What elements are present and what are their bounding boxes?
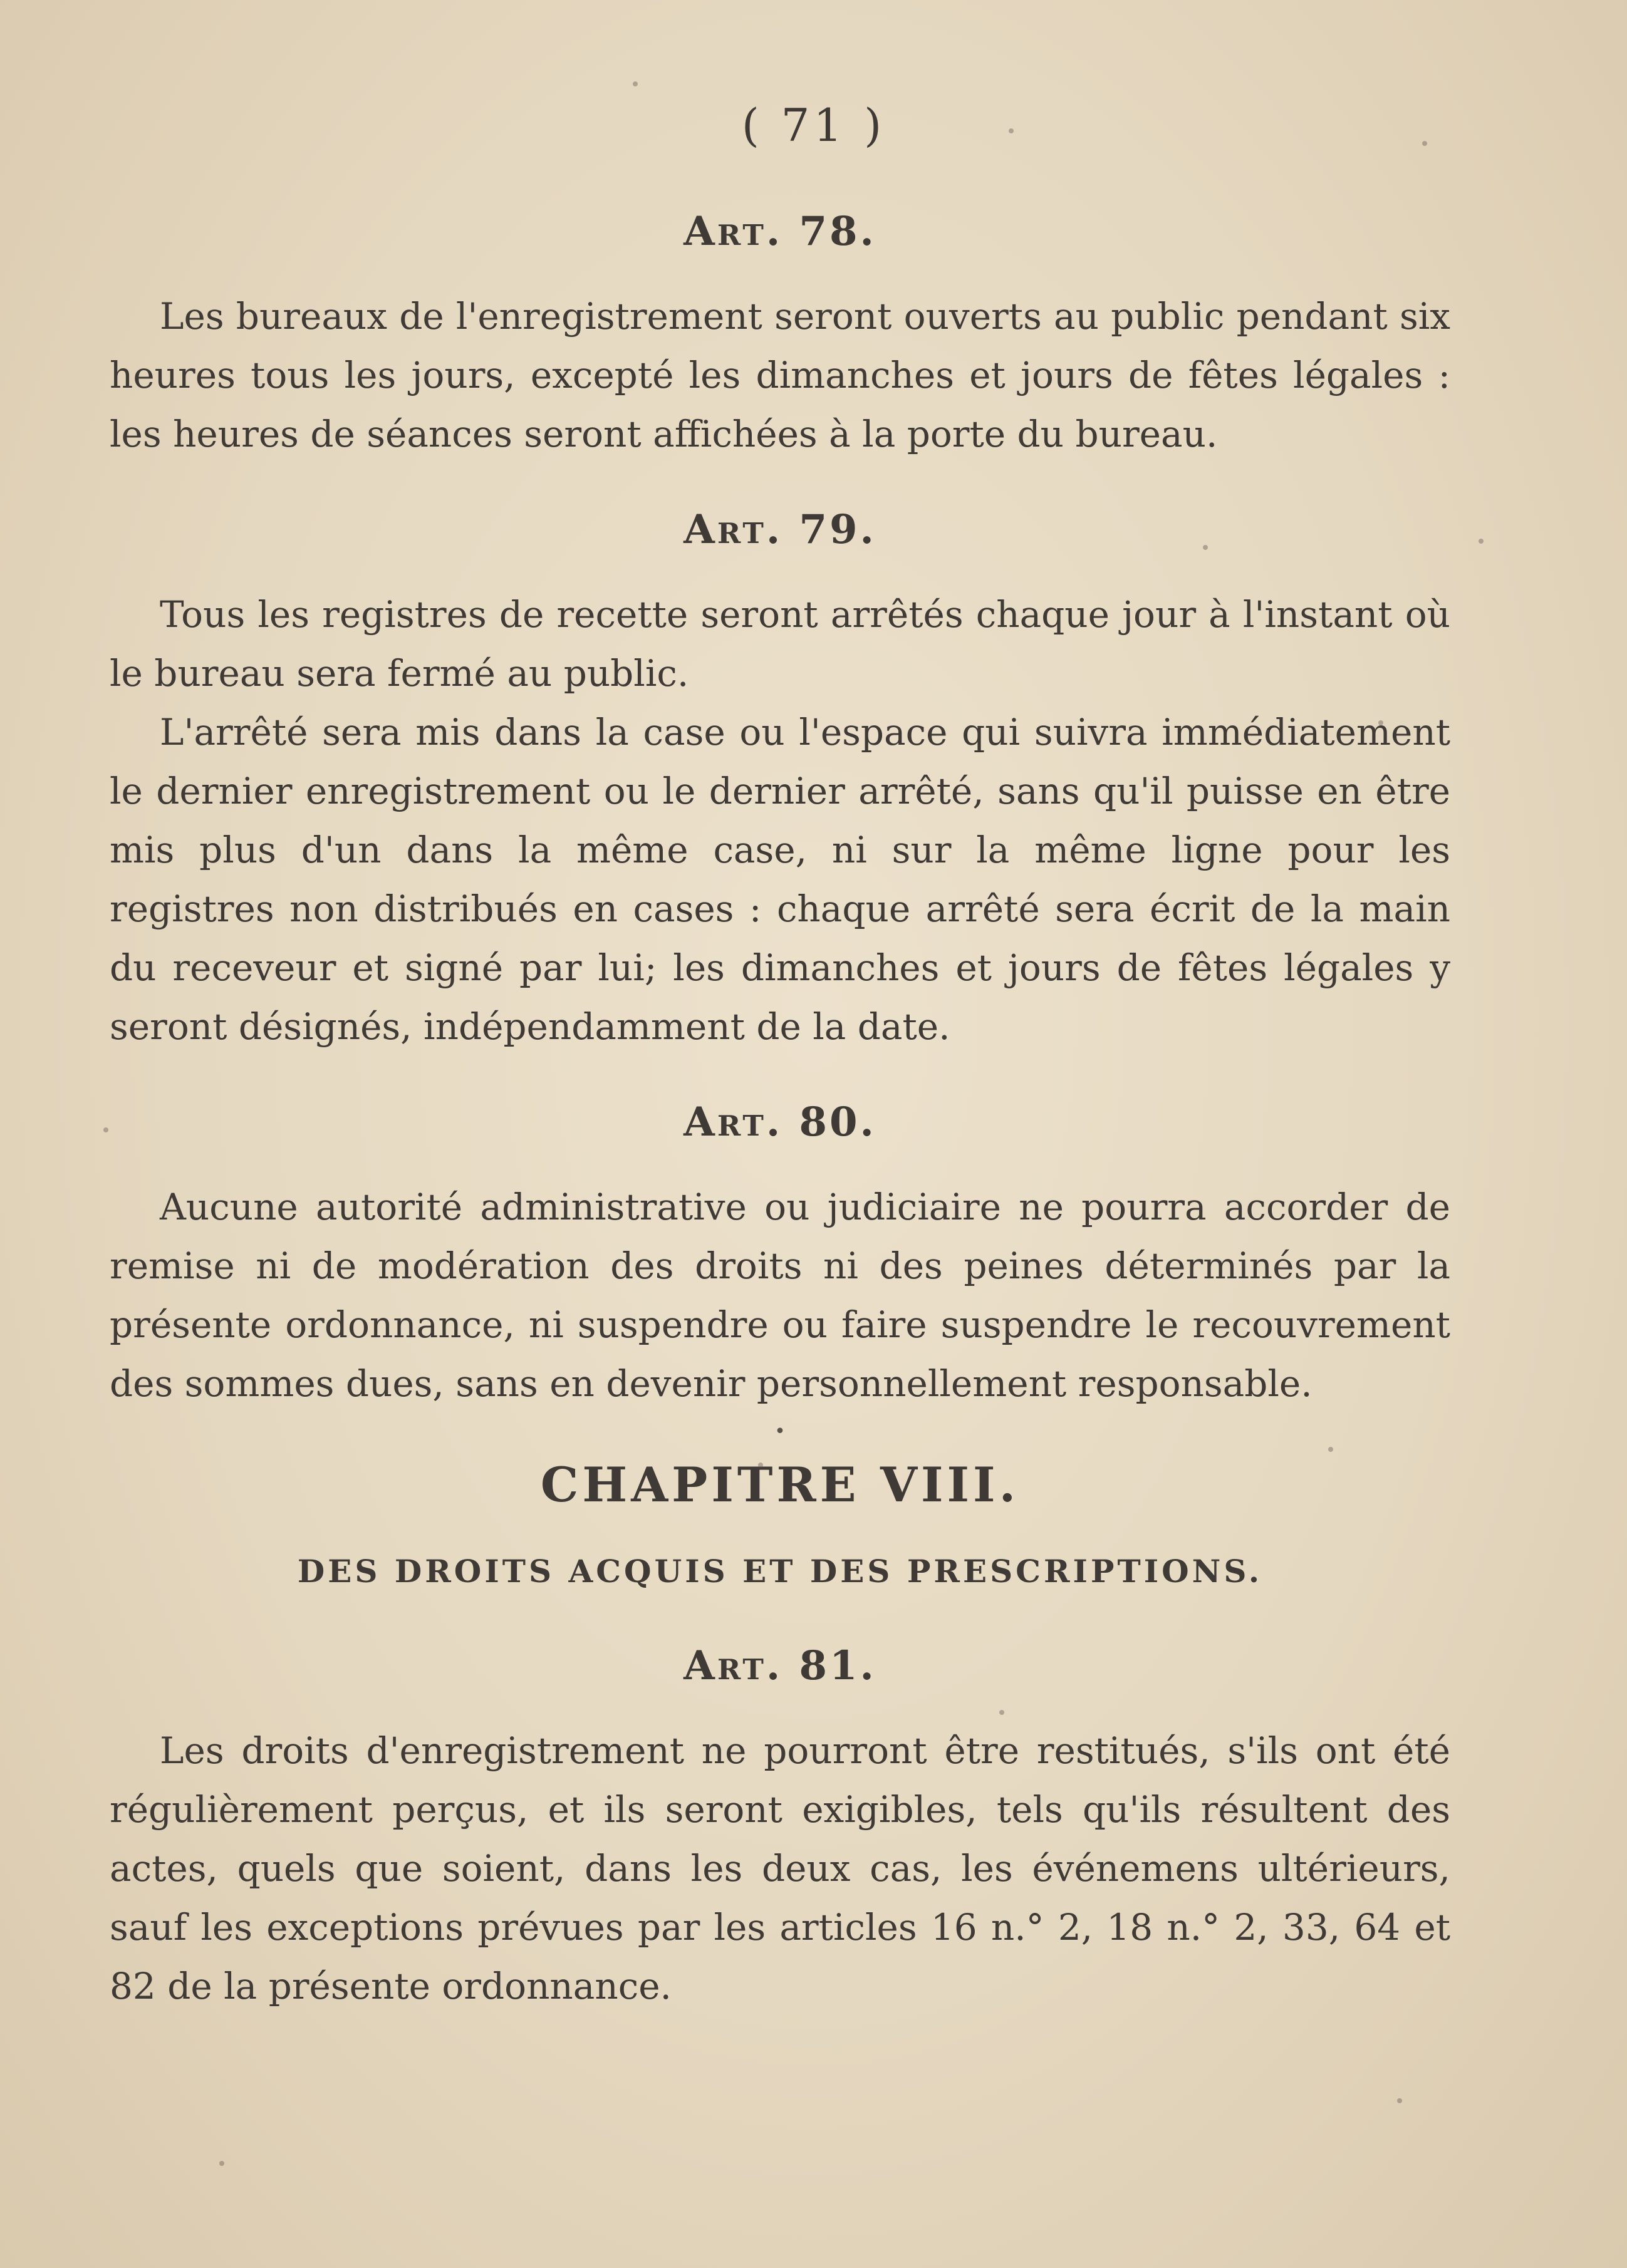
paper-speck bbox=[633, 81, 638, 86]
article-81-paragraph-1: Les droits d'enregistrement ne pourront être restitués, s'ils ont été régulièrement perçus, et ils seront exigibles, tels qu'ils résultent des actes, quels que soient, dans les deux cas, les événemens ultérieurs, sauf les exceptions prévues par les articles 16 n.° 2, 18 n.° 2, 33, 64 et 82 de la présente ordonnance. bbox=[110, 1729, 1450, 2007]
paper-speck bbox=[1378, 720, 1383, 725]
article-80-paragraph-1: Aucune autorité administrative ou judiciaire ne pourra accorder de remise ni de modération des droits ni des peines déterminés par la présente ordonnance, ni suspendre ou faire suspendre le recouvrement des sommes dues, sans en devenir personnellement responsable. bbox=[110, 1186, 1450, 1405]
chapter-title: CHAPITRE VIII. bbox=[540, 1457, 1020, 1513]
paper-speck bbox=[1422, 141, 1427, 146]
article-78-paragraph-1: Les bureaux de l'enregistrement seront ouverts au public pendant six heures tous les jours, excepté les dimanches et jours de fêtes légales : les heures de séances seront affichées à la porte du bureau. bbox=[110, 295, 1450, 455]
article-79-heading: Art. 79. bbox=[684, 506, 876, 553]
chapter-subtitle: DES DROITS ACQUIS ET DES PRESCRIPTIONS. bbox=[297, 1553, 1263, 1590]
article-79-paragraph-2: L'arrêté sera mis dans la case ou l'espace qui suivra immédiatement le dernier enregistrement ou le dernier arrêté, sans qu'il puisse en être mis plus d'un dans la même case, ni sur la même ligne pour les registres non distribués en cases : chaque arrêté sera écrit de la main du receveur et signé par lui; les dimanches et jours de fêtes légales y seront désignés, indépendamment de la date. bbox=[110, 711, 1450, 1048]
paper-speck bbox=[219, 2161, 224, 2166]
paper-speck bbox=[1479, 539, 1484, 544]
article-80-heading: Art. 80. bbox=[684, 1099, 876, 1146]
page-number: ( 71 ) bbox=[741, 99, 886, 152]
ornament-dot: • bbox=[774, 1421, 786, 1442]
paper-speck bbox=[1203, 545, 1208, 550]
text-column bbox=[110, 200, 1450, 2016]
paper-speck bbox=[1328, 1447, 1333, 1452]
paper-speck bbox=[999, 1710, 1004, 1715]
paper-speck bbox=[103, 1127, 108, 1132]
paper-speck bbox=[1397, 2098, 1402, 2103]
article-81-heading: Art. 81. bbox=[684, 1642, 876, 1689]
article-78-heading: Art. 78. bbox=[684, 208, 876, 255]
paper-speck bbox=[1009, 128, 1014, 133]
article-79-paragraph-1: Tous les registres de recette seront arrêtés chaque jour à l'instant où le bureau sera fermé au public. bbox=[110, 593, 1450, 695]
paper-speck bbox=[758, 1463, 763, 1468]
